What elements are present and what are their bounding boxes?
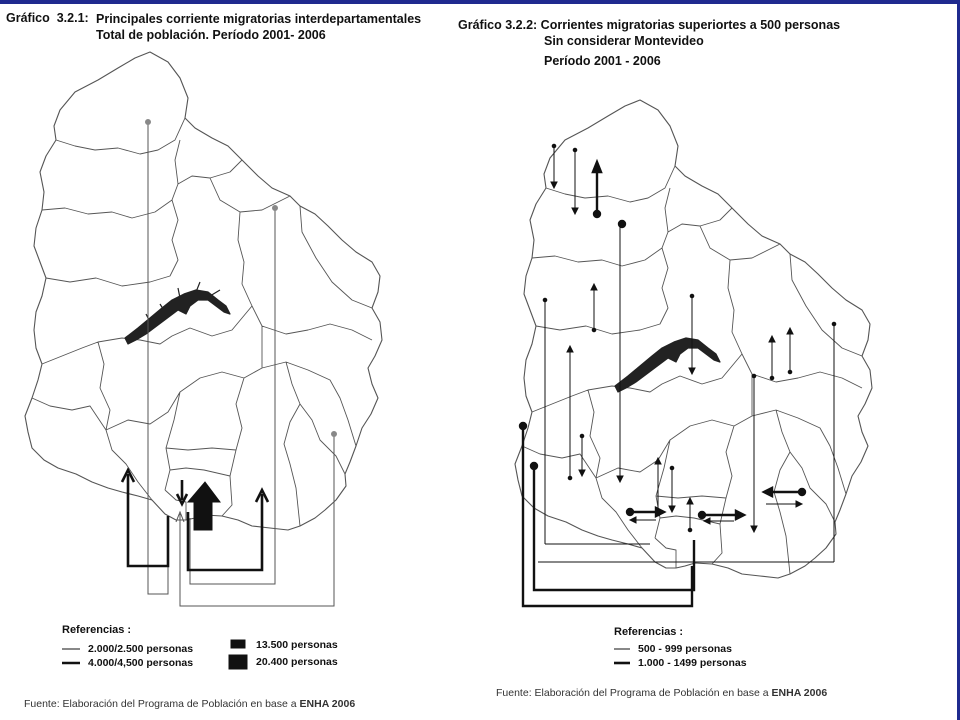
flow-artigas-origin	[146, 120, 151, 125]
left-references-title: Referencias :	[62, 624, 132, 636]
left-figure-title-line1: Principales corriente migratorias interdepartamentales	[96, 12, 422, 26]
left-map-lake	[125, 290, 230, 344]
flow-r18	[766, 501, 802, 507]
right-figure-title-line3: Período 2001 - 2006	[544, 54, 661, 68]
flow-r13	[787, 328, 793, 374]
flow-rt4	[531, 463, 694, 590]
flow-r17	[704, 518, 734, 524]
legend-label-20400: 20.400 personas	[256, 656, 338, 668]
flow-rocha-origin	[332, 432, 337, 437]
flow-big-arrow-20400	[188, 482, 220, 530]
flow-rt5	[627, 508, 664, 516]
flow-r4	[591, 284, 597, 332]
flow-r16	[630, 517, 656, 523]
flow-r2	[572, 148, 578, 214]
right-figure-title-line1: Gráfico 3.2.2: Corrientes migratorias superiortes a 500 personas	[458, 18, 841, 32]
flow-r8	[689, 294, 695, 374]
right-source: Fuente: Elaboración del Programa de Población en base a ENHA 2006	[496, 687, 828, 699]
legend-medium-block	[231, 640, 245, 648]
flow-rt1	[593, 162, 601, 217]
flow-rivera-origin	[273, 206, 278, 211]
right-map	[515, 100, 872, 578]
legend-label-4000: 4.000/4,500 personas	[88, 657, 194, 669]
right-legend-symbols	[614, 649, 630, 663]
left-source: Fuente: Elaboración del Programa de Población en base a ENHA 2006	[24, 698, 356, 710]
right-map-lake	[615, 338, 720, 392]
flow-rt2	[619, 221, 625, 227]
flow-rt7	[764, 488, 805, 496]
flow-r3	[543, 298, 650, 544]
left-map-borders	[32, 118, 372, 526]
flow-r11	[687, 498, 693, 532]
right-flows-thin	[538, 144, 836, 562]
left-map	[25, 52, 382, 530]
flow-r12	[769, 336, 775, 380]
flow-r15	[538, 322, 836, 562]
flow-r10	[669, 466, 675, 512]
right-figure-title-line2: Sin considerar Montevideo	[544, 34, 704, 48]
legend-label-1000: 1.000 - 1499 personas	[638, 657, 747, 669]
legend-label-500: 500 - 999 personas	[638, 643, 732, 655]
flow-r6	[579, 434, 585, 476]
left-figure-title-line2: Total de población. Período 2001- 2006	[96, 28, 326, 42]
legend-label-2000: 2.000/2.500 personas	[88, 643, 194, 655]
right-references-title: Referencias :	[614, 626, 684, 638]
left-flows-thin	[146, 120, 337, 607]
left-figure-label: Gráfico 3.2.1:	[6, 11, 89, 25]
flow-artigas-thin	[148, 122, 168, 594]
flow-r5	[567, 346, 573, 480]
legend-large-block	[229, 655, 247, 669]
legend-label-13500: 13.500 personas	[256, 639, 338, 651]
